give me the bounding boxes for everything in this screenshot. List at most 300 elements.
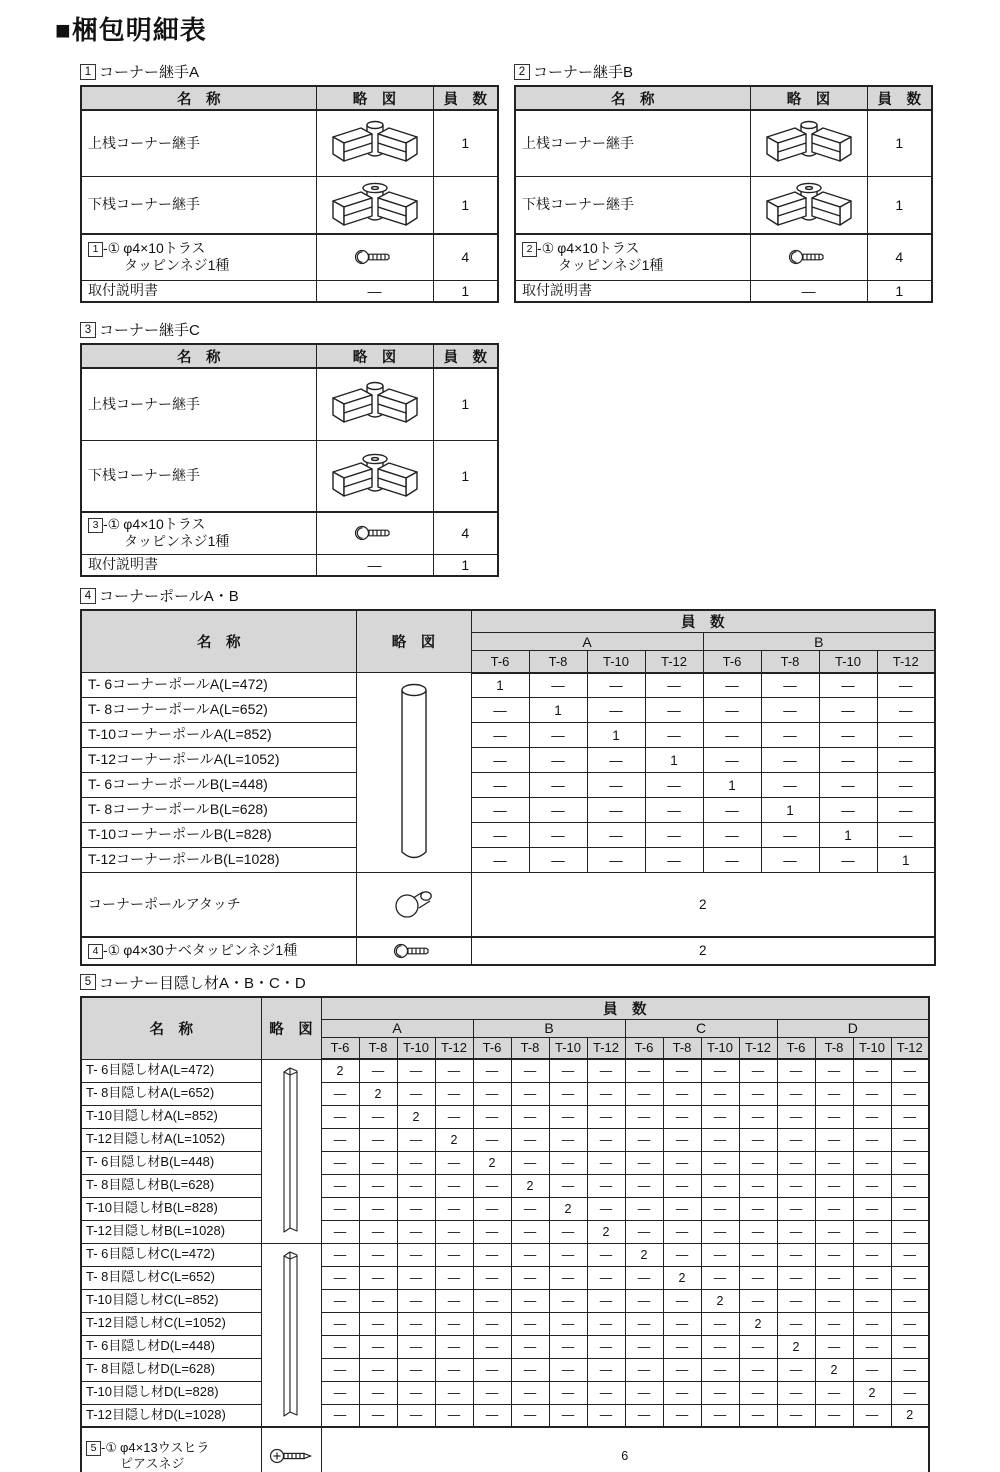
table-row — [81, 1266, 929, 1289]
quantity-cell: — — [529, 848, 587, 873]
quantity-cell: — — [549, 1312, 587, 1335]
quantity-cell: — — [819, 773, 877, 798]
table-row — [81, 723, 935, 748]
table-row — [81, 698, 935, 723]
size-header: T-8 — [663, 1037, 701, 1059]
quantity-cell: — — [819, 673, 877, 698]
quantity-cell: — — [511, 1243, 549, 1266]
quantity-cell: — — [891, 1174, 929, 1197]
quantity-cell: — — [435, 1266, 473, 1289]
quantity-cell: — — [663, 1197, 701, 1220]
quantity-cell: 2 — [397, 1105, 435, 1128]
quantity-cell: 1 — [645, 748, 703, 773]
column-header-qty: 員 数 — [867, 86, 932, 110]
quantity-cell: — — [815, 1082, 853, 1105]
quantity-cell: — — [877, 748, 935, 773]
quantity-cell: — — [549, 1151, 587, 1174]
quantity-cell: — — [587, 1151, 625, 1174]
table-row — [81, 1128, 929, 1151]
quantity-cell: — — [739, 1197, 777, 1220]
diagram-cell — [750, 280, 867, 302]
group-header: B — [473, 1019, 625, 1037]
corner-pole-label — [80, 585, 1000, 606]
quantity-cell: — — [777, 1243, 815, 1266]
upper-corner-joint-icon — [317, 378, 433, 430]
lower-corner-joint-icon — [317, 179, 433, 231]
quantity-cell: — — [587, 1266, 625, 1289]
quantity-cell: — — [359, 1174, 397, 1197]
quantity-cell: 1 — [587, 723, 645, 748]
quantity-cell: — — [853, 1289, 891, 1312]
quantity-cell: — — [529, 723, 587, 748]
channel-profile-icon — [262, 1249, 321, 1421]
quantity-cell: — — [761, 823, 819, 848]
quantity-cell: — — [777, 1174, 815, 1197]
quantity-cell: — — [739, 1404, 777, 1427]
quantity-cell: — — [891, 1312, 929, 1335]
table-row — [81, 798, 935, 823]
size-header: T-12 — [739, 1037, 777, 1059]
quantity-cell: — — [359, 1404, 397, 1427]
quantity-cell: — — [663, 1381, 701, 1404]
quantity-cell: — — [891, 1381, 929, 1404]
size-header: T-10 — [587, 651, 645, 673]
corner-joint-a-label — [80, 61, 499, 82]
corner-joint-a-table — [80, 85, 499, 303]
part-name-cell — [81, 440, 316, 512]
part-name-line1: φ4×13ウスヒラ — [120, 1439, 210, 1455]
quantity-cell: — — [511, 1197, 549, 1220]
quantity-cell: 4 — [433, 512, 498, 554]
diagram-cell — [316, 554, 433, 576]
quantity-cell: — — [321, 1358, 359, 1381]
diagram-cell — [316, 368, 433, 440]
part-name-cell: T- 6目隠し材D(L=448) — [81, 1335, 261, 1358]
quantity-cell: — — [511, 1289, 549, 1312]
quantity-cell: — — [701, 1220, 739, 1243]
table-row — [515, 176, 932, 234]
quantity-cell: — — [587, 798, 645, 823]
part-name-cell — [81, 368, 316, 440]
group-header: C — [625, 1019, 777, 1037]
quantity-cell: 4 — [433, 234, 498, 280]
quantity-cell: — — [703, 823, 761, 848]
diagram-cell — [316, 234, 433, 280]
quantity-cell: — — [587, 1312, 625, 1335]
quantity-cell: — — [397, 1243, 435, 1266]
quantity-cell: — — [511, 1404, 549, 1427]
quantity-cell: — — [891, 1243, 929, 1266]
part-name-cell: T- 8コーナーポールB(L=628) — [81, 798, 356, 823]
part-number-separator: - — [101, 1439, 106, 1455]
quantity-cell: 2 — [471, 937, 935, 965]
quantity-cell: — — [397, 1266, 435, 1289]
column-header-diagram: 略 図 — [316, 86, 433, 110]
quantity-cell: — — [739, 1059, 777, 1082]
quantity-cell: — — [625, 1151, 663, 1174]
quantity-cell: — — [701, 1358, 739, 1381]
quantity-cell: — — [739, 1128, 777, 1151]
section-title: コーナー継手A — [99, 64, 200, 81]
pole-attach-icon — [357, 888, 471, 920]
quantity-cell: — — [321, 1335, 359, 1358]
quantity-cell: — — [815, 1381, 853, 1404]
section-title: コーナーポールA・B — [99, 588, 239, 605]
quantity-cell: 2 — [815, 1358, 853, 1381]
table-row — [81, 1335, 929, 1358]
quantity-cell: — — [739, 1174, 777, 1197]
table-row — [81, 512, 498, 554]
column-header-name: 名 称 — [81, 610, 356, 673]
quantity-cell: — — [663, 1082, 701, 1105]
table-row — [81, 1059, 929, 1082]
quantity-cell: — — [877, 673, 935, 698]
part-name-cell: T- 6目隠し材B(L=448) — [81, 1151, 261, 1174]
quantity-cell: — — [397, 1128, 435, 1151]
quantity-cell: — — [471, 823, 529, 848]
quantity-cell: — — [549, 1174, 587, 1197]
quantity-cell: 2 — [777, 1335, 815, 1358]
quantity-cell: — — [701, 1128, 739, 1151]
quantity-cell: — — [819, 848, 877, 873]
part-name-cell — [515, 234, 750, 280]
diagram-cell — [261, 1427, 321, 1472]
part-name-cell: T-12コーナーポールB(L=1028) — [81, 848, 356, 873]
part-number-box: 4 — [88, 944, 103, 959]
part-number-box: 2 — [522, 242, 537, 257]
quantity-cell: — — [397, 1404, 435, 1427]
quantity-cell: — — [663, 1059, 701, 1082]
quantity-cell: — — [511, 1266, 549, 1289]
quantity-cell: — — [739, 1105, 777, 1128]
quantity-cell: — — [701, 1082, 739, 1105]
part-name-cell: T-12コーナーポールA(L=1052) — [81, 748, 356, 773]
quantity-cell: — — [815, 1059, 853, 1082]
quantity-cell: — — [625, 1289, 663, 1312]
diagram-cell — [316, 512, 433, 554]
quantity-cell: 1 — [433, 368, 498, 440]
quantity-cell: — — [321, 1289, 359, 1312]
table-row — [81, 1105, 929, 1128]
part-name-cell — [81, 110, 316, 176]
quantity-cell: — — [663, 1358, 701, 1381]
quantity-cell: — — [703, 748, 761, 773]
quantity-cell: — — [853, 1358, 891, 1381]
quantity-cell: — — [359, 1151, 397, 1174]
quantity-cell: — — [473, 1082, 511, 1105]
diagram-dash: — — [801, 282, 816, 299]
quantity-cell: — — [877, 823, 935, 848]
part-name-cell: T- 8目隠し材B(L=628) — [81, 1174, 261, 1197]
quantity-cell: — — [703, 723, 761, 748]
size-header: T-8 — [815, 1037, 853, 1059]
part-number-circle: ① — [541, 239, 555, 256]
quantity-cell: 2 — [321, 1059, 359, 1082]
quantity-cell: — — [359, 1197, 397, 1220]
table-row — [81, 1404, 929, 1427]
quantity-cell: — — [473, 1404, 511, 1427]
quantity-cell: — — [739, 1358, 777, 1381]
table-row — [81, 1197, 929, 1220]
quantity-cell: — — [473, 1312, 511, 1335]
quantity-cell: — — [739, 1335, 777, 1358]
quantity-cell: — — [471, 773, 529, 798]
lower-corner-joint-icon — [317, 450, 433, 502]
part-name: 取付説明書 — [522, 282, 592, 298]
quantity-cell: — — [761, 773, 819, 798]
diagram-cell — [750, 110, 867, 176]
quantity-cell: — — [435, 1059, 473, 1082]
quantity-cell: — — [587, 1289, 625, 1312]
quantity-cell: — — [777, 1266, 815, 1289]
quantity-cell: — — [625, 1266, 663, 1289]
quantity-cell: — — [815, 1404, 853, 1427]
quantity-cell: — — [701, 1266, 739, 1289]
quantity-cell: — — [761, 848, 819, 873]
diagram-cell — [750, 176, 867, 234]
quantity-cell: — — [701, 1174, 739, 1197]
diagram-cell — [261, 1243, 321, 1427]
diagram-dash: — — [367, 556, 382, 573]
size-header: T-6 — [777, 1037, 815, 1059]
table-row — [81, 1358, 929, 1381]
quantity-cell: — — [549, 1128, 587, 1151]
quantity-cell: — — [471, 848, 529, 873]
table-row — [81, 1381, 929, 1404]
part-name-cell: T-12目隠し材C(L=1052) — [81, 1312, 261, 1335]
quantity-cell: — — [853, 1059, 891, 1082]
quantity-cell: — — [853, 1151, 891, 1174]
quantity-cell: — — [321, 1243, 359, 1266]
part-name-cell — [81, 234, 316, 280]
quantity-cell: 4 — [867, 234, 932, 280]
header-row-qty — [81, 610, 935, 633]
quantity-cell: — — [777, 1197, 815, 1220]
quantity-cell: — — [471, 748, 529, 773]
quantity-cell: — — [587, 698, 645, 723]
quantity-cell: — — [625, 1312, 663, 1335]
quantity-cell: — — [625, 1082, 663, 1105]
quantity-cell: — — [549, 1082, 587, 1105]
quantity-cell: — — [891, 1197, 929, 1220]
quantity-cell: — — [511, 1151, 549, 1174]
size-header: T-6 — [625, 1037, 663, 1059]
quantity-cell: — — [359, 1105, 397, 1128]
table-row — [81, 1243, 929, 1266]
quantity-cell: — — [891, 1266, 929, 1289]
quantity-cell: — — [529, 748, 587, 773]
quantity-cell: — — [815, 1174, 853, 1197]
quantity-cell: — — [761, 698, 819, 723]
part-name: 下桟コーナー継手 — [88, 467, 200, 483]
quantity-cell: — — [321, 1151, 359, 1174]
part-name-line1: φ4×10トラス — [123, 239, 206, 256]
diagram-cell — [750, 234, 867, 280]
quantity-cell: — — [587, 1404, 625, 1427]
quantity-cell: — — [891, 1105, 929, 1128]
quantity-cell: — — [625, 1174, 663, 1197]
quantity-cell: — — [625, 1128, 663, 1151]
part-name: 取付説明書 — [88, 556, 158, 572]
quantity-cell: — — [549, 1220, 587, 1243]
quantity-cell: — — [891, 1358, 929, 1381]
part-name-cell: T- 6目隠し材C(L=472) — [81, 1243, 261, 1266]
quantity-cell: 2 — [549, 1197, 587, 1220]
quantity-cell: — — [739, 1082, 777, 1105]
column-header-name: 名 称 — [81, 86, 316, 110]
corner-joint-c-section — [80, 319, 1000, 577]
quantity-cell: — — [645, 698, 703, 723]
table-row — [81, 440, 498, 512]
header-row-qty — [81, 997, 929, 1020]
quantity-cell: — — [471, 798, 529, 823]
lower-corner-joint-icon — [751, 179, 867, 231]
quantity-cell: — — [473, 1289, 511, 1312]
truss-screw-icon — [317, 524, 433, 542]
size-header: T-10 — [549, 1037, 587, 1059]
quantity-cell: — — [529, 673, 587, 698]
quantity-cell: — — [473, 1197, 511, 1220]
quantity-cell: — — [739, 1151, 777, 1174]
screw-row — [81, 1427, 929, 1472]
header-row — [81, 344, 498, 368]
quantity-cell: — — [473, 1381, 511, 1404]
quantity-cell: — — [549, 1381, 587, 1404]
diagram-dash: — — [367, 282, 382, 299]
quantity-cell: — — [587, 1105, 625, 1128]
quantity-cell: — — [321, 1174, 359, 1197]
quantity-cell: — — [511, 1128, 549, 1151]
quantity-cell: — — [397, 1151, 435, 1174]
quantity-cell: — — [819, 798, 877, 823]
quantity-cell: 2 — [587, 1220, 625, 1243]
header-row — [515, 86, 932, 110]
quantity-cell: 1 — [433, 554, 498, 576]
quantity-cell: — — [359, 1266, 397, 1289]
quantity-cell: 6 — [321, 1427, 929, 1472]
table-row — [81, 848, 935, 873]
quantity-cell: — — [819, 698, 877, 723]
quantity-cell: — — [761, 673, 819, 698]
quantity-cell: — — [321, 1197, 359, 1220]
part-name-cell: T-10目隠し材A(L=852) — [81, 1105, 261, 1128]
quantity-cell: 2 — [701, 1289, 739, 1312]
quantity-cell: — — [511, 1358, 549, 1381]
part-name: 上桟コーナー継手 — [522, 134, 634, 151]
group-header: B — [703, 633, 935, 651]
quantity-cell: — — [663, 1174, 701, 1197]
quantity-cell: — — [777, 1220, 815, 1243]
quantity-cell: 1 — [877, 848, 935, 873]
quantity-cell: — — [435, 1335, 473, 1358]
quantity-cell: — — [891, 1151, 929, 1174]
quantity-cell: — — [663, 1220, 701, 1243]
corner-blind-table — [80, 996, 930, 1472]
quantity-cell: — — [435, 1312, 473, 1335]
quantity-cell: 2 — [853, 1381, 891, 1404]
quantity-cell: 2 — [435, 1128, 473, 1151]
quantity-cell: — — [645, 848, 703, 873]
quantity-cell: — — [853, 1266, 891, 1289]
part-number-separator: - — [537, 239, 542, 256]
quantity-cell: — — [359, 1358, 397, 1381]
piercing-screw-icon — [262, 1447, 321, 1465]
quantity-cell: — — [815, 1335, 853, 1358]
quantity-cell: — — [587, 848, 645, 873]
quantity-cell: — — [853, 1243, 891, 1266]
quantity-cell: — — [625, 1105, 663, 1128]
part-name-line2: タッピンネジ1種 — [124, 257, 230, 274]
part-name: 上桟コーナー継手 — [88, 395, 200, 412]
table-row — [81, 673, 935, 698]
quantity-cell: — — [663, 1151, 701, 1174]
quantity-cell: — — [587, 1128, 625, 1151]
corner-joint-a-section — [80, 61, 499, 303]
quantity-cell: 1 — [819, 823, 877, 848]
quantity-cell: 2 — [625, 1243, 663, 1266]
upper-corner-joint-icon — [751, 117, 867, 169]
quantity-cell: — — [435, 1151, 473, 1174]
table-row — [81, 1082, 929, 1105]
quantity-cell: 1 — [433, 280, 498, 302]
quantity-cell: — — [321, 1128, 359, 1151]
column-header-diagram: 略 図 — [261, 997, 321, 1060]
part-name-cell: T-10コーナーポールB(L=828) — [81, 823, 356, 848]
part-name-cell: T- 6コーナーポールB(L=448) — [81, 773, 356, 798]
quantity-cell: — — [511, 1220, 549, 1243]
part-name-cell — [81, 554, 316, 576]
quantity-cell: — — [663, 1105, 701, 1128]
quantity-cell: — — [701, 1105, 739, 1128]
part-name-cell: T-12目隠し材D(L=1028) — [81, 1404, 261, 1427]
quantity-cell: — — [853, 1335, 891, 1358]
quantity-cell: — — [777, 1059, 815, 1082]
quantity-cell: — — [891, 1335, 929, 1358]
quantity-cell: — — [587, 1243, 625, 1266]
quantity-cell: — — [511, 1059, 549, 1082]
truss-screw-icon — [751, 248, 867, 266]
quantity-cell: — — [587, 748, 645, 773]
table-row — [81, 110, 498, 176]
table-row — [515, 110, 932, 176]
quantity-cell: — — [815, 1312, 853, 1335]
quantity-cell: — — [587, 1197, 625, 1220]
quantity-cell: 1 — [529, 698, 587, 723]
channel-profile-icon — [262, 1065, 321, 1237]
quantity-cell: — — [625, 1197, 663, 1220]
quantity-cell: — — [777, 1128, 815, 1151]
joint-tables-row — [80, 61, 1000, 303]
quantity-cell: — — [549, 1358, 587, 1381]
upper-corner-joint-icon — [317, 117, 433, 169]
diagram-cell — [316, 280, 433, 302]
quantity-cell: — — [701, 1197, 739, 1220]
corner-blind-section — [80, 972, 1000, 1472]
part-name-cell: T-10目隠し材C(L=852) — [81, 1289, 261, 1312]
quantity-cell: — — [397, 1381, 435, 1404]
quantity-cell: — — [321, 1381, 359, 1404]
column-header-qty: 員 数 — [433, 344, 498, 368]
quantity-cell: — — [511, 1381, 549, 1404]
size-header: T-10 — [819, 651, 877, 673]
section-number-box: 1 — [80, 64, 96, 80]
quantity-cell: — — [473, 1243, 511, 1266]
quantity-cell: 1 — [433, 176, 498, 234]
quantity-cell: 2 — [471, 873, 935, 937]
quantity-cell: — — [891, 1220, 929, 1243]
corner-pole-table — [80, 609, 936, 966]
size-header: T-10 — [397, 1037, 435, 1059]
